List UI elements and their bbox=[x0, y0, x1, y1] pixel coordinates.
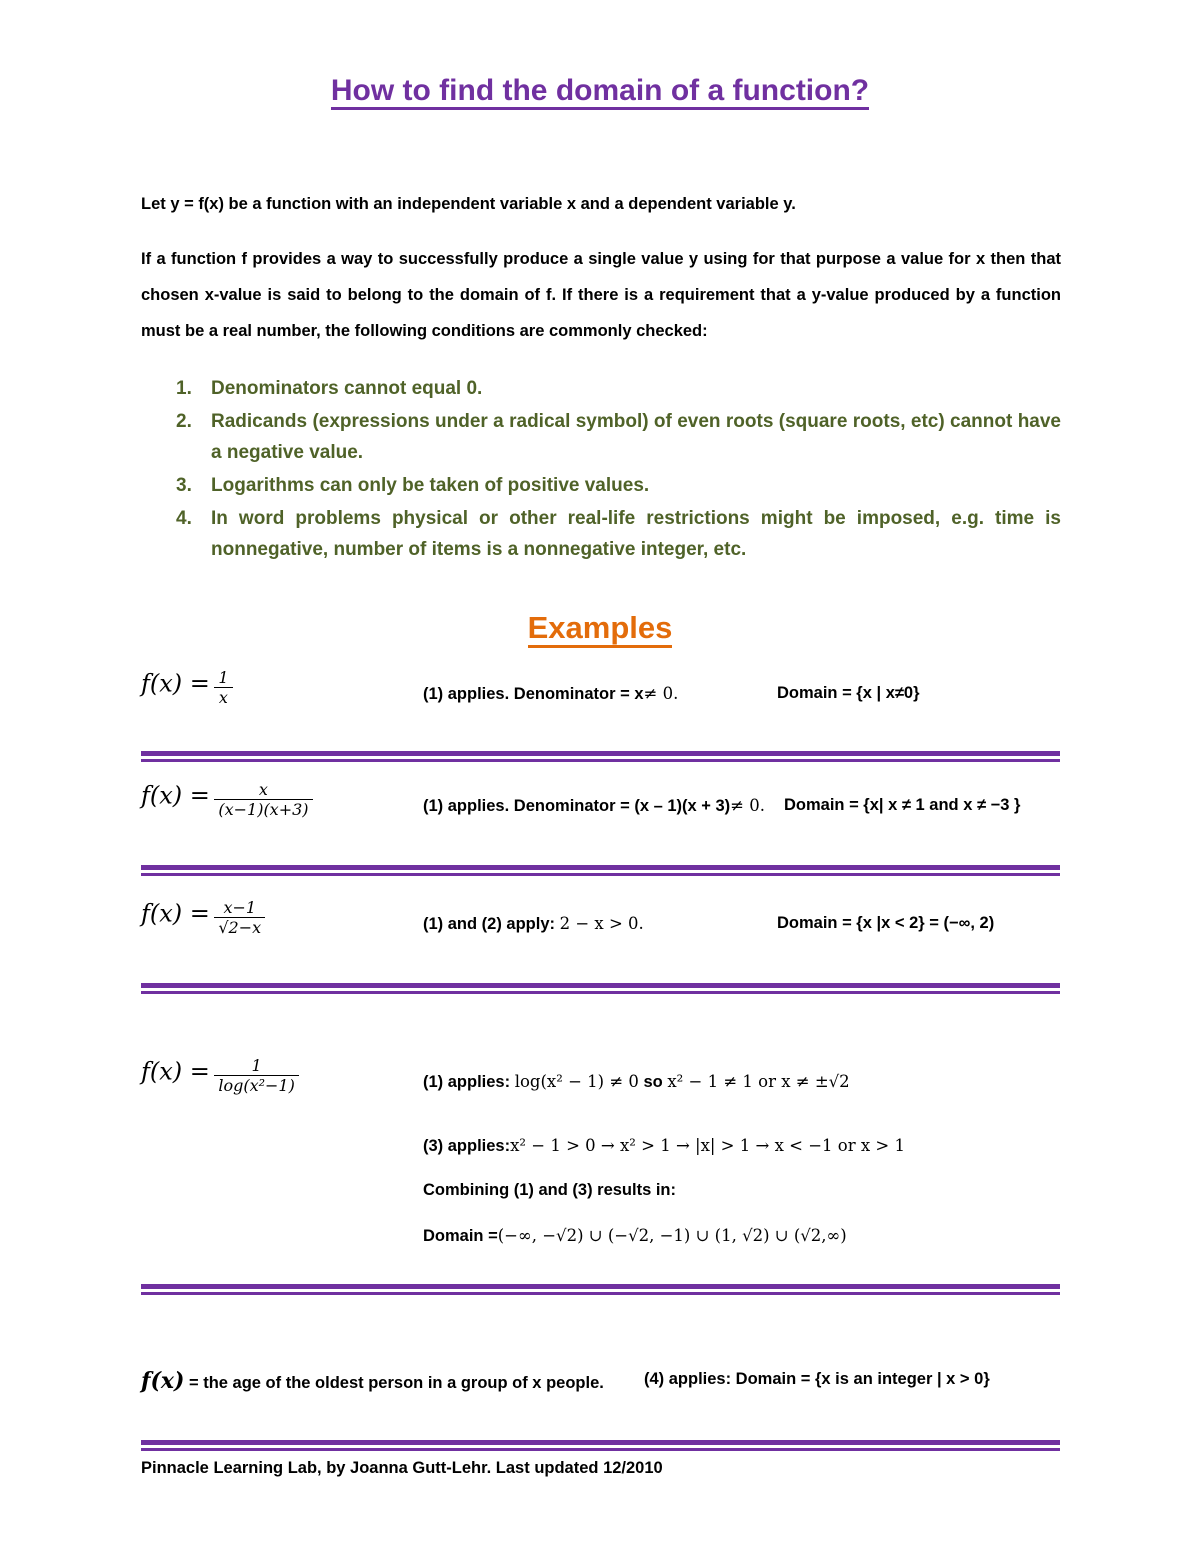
separator bbox=[141, 751, 1060, 763]
example-3-rule: (1) and (2) apply: 2 − x > 0. bbox=[423, 914, 644, 933]
example-2-rule: (1) applies. Denominator = (x – 1)(x + 3)≠ 0. bbox=[423, 796, 765, 815]
page-title-text: How to find the domain of a function? bbox=[331, 74, 869, 110]
intro-paragraph-1: Let y = f(x) be a function with an independent variable x and a dependent variable y. bbox=[141, 195, 796, 213]
example-3-domain: Domain = {x |x < 2} = (−∞, 2) bbox=[777, 914, 995, 932]
word-problem-function: f(x) = the age of the oldest person in a group of x people. bbox=[141, 1368, 604, 1394]
example-4-line-3: Combining (1) and (3) results in: bbox=[423, 1181, 677, 1199]
conditions-list bbox=[141, 373, 1061, 567]
separator bbox=[141, 1284, 1060, 1296]
example-4-function: f(x) = $\frac{1}{\text{log(x²−1)}}$ bbox=[141, 1056, 299, 1095]
example-1-rule: (1) applies. Denominator = x≠ 0. bbox=[423, 684, 679, 703]
example-1-domain: Domain = {x | x≠0} bbox=[777, 684, 920, 702]
fraction: $\frac{x}{(x-1)(x+3)}$ bbox=[214, 780, 312, 819]
example-1-function: f(x) = $\frac{1}{x}$ bbox=[141, 668, 233, 707]
list-item: 1. Denominators cannot equal 0. bbox=[176, 378, 483, 399]
fraction: $\frac{1}{\text{log(x²−1)}}$ bbox=[214, 1056, 299, 1095]
intro-paragraph-2: If a function f provides a way to successfully produce a single value y using for that purpose a value for x then that chosen x-value is said to belong to the domain of f. If there is a requirement that a y-value produced by a function must be a real number, the following conditions are commonly checked: bbox=[141, 250, 1061, 340]
example-4-line-1: (1) applies: log(x² − 1) ≠ 0 so x² − 1 ≠ 1 or x ≠ ±√2 bbox=[423, 1072, 850, 1091]
separator bbox=[141, 983, 1060, 995]
fraction: $\frac{1}{x}$ bbox=[214, 668, 232, 707]
examples-heading: Examples bbox=[0, 610, 1200, 646]
list-item: 4. In word problems physical or other real-life restrictions might be imposed, e.g. time is nonnegative, number of items is a nonnegative integer, etc. bbox=[176, 508, 1061, 560]
word-problem-domain: (4) applies: Domain = {x is an integer | x > 0} bbox=[644, 1370, 990, 1388]
list-item: 3. Logarithms can only be taken of positive values. bbox=[176, 475, 650, 496]
example-2-domain: Domain = {x| x ≠ 1 and x ≠ −3 } bbox=[784, 796, 1021, 814]
list-item: 2. Radicands (expressions under a radical symbol) of even roots (square roots, etc) cannot have a negative value. bbox=[176, 411, 1061, 463]
example-4-line-4: Domain =(−∞, −√2) ∪ (−√2, −1) ∪ (1, √2) ∪ (√2,∞) bbox=[423, 1226, 847, 1245]
page-footer: Pinnacle Learning Lab, by Joanna Gutt-Lehr. Last updated 12/2010 bbox=[141, 1459, 663, 1477]
fraction: $\frac{x-1}{√2-x}$ bbox=[214, 898, 265, 937]
example-3-function: f(x) = $\frac{x-1}{√2-x}$ bbox=[141, 898, 265, 937]
page-title bbox=[0, 74, 1200, 108]
separator bbox=[141, 865, 1060, 877]
example-2-function: f(x) = $\frac{x}{(x-1)(x+3)}$ bbox=[141, 780, 313, 819]
separator bbox=[141, 1440, 1060, 1452]
example-4-line-2: (3) applies:x² − 1 > 0 → x² > 1 → |x| > 1 → x < −1 or x > 1 bbox=[423, 1136, 905, 1155]
